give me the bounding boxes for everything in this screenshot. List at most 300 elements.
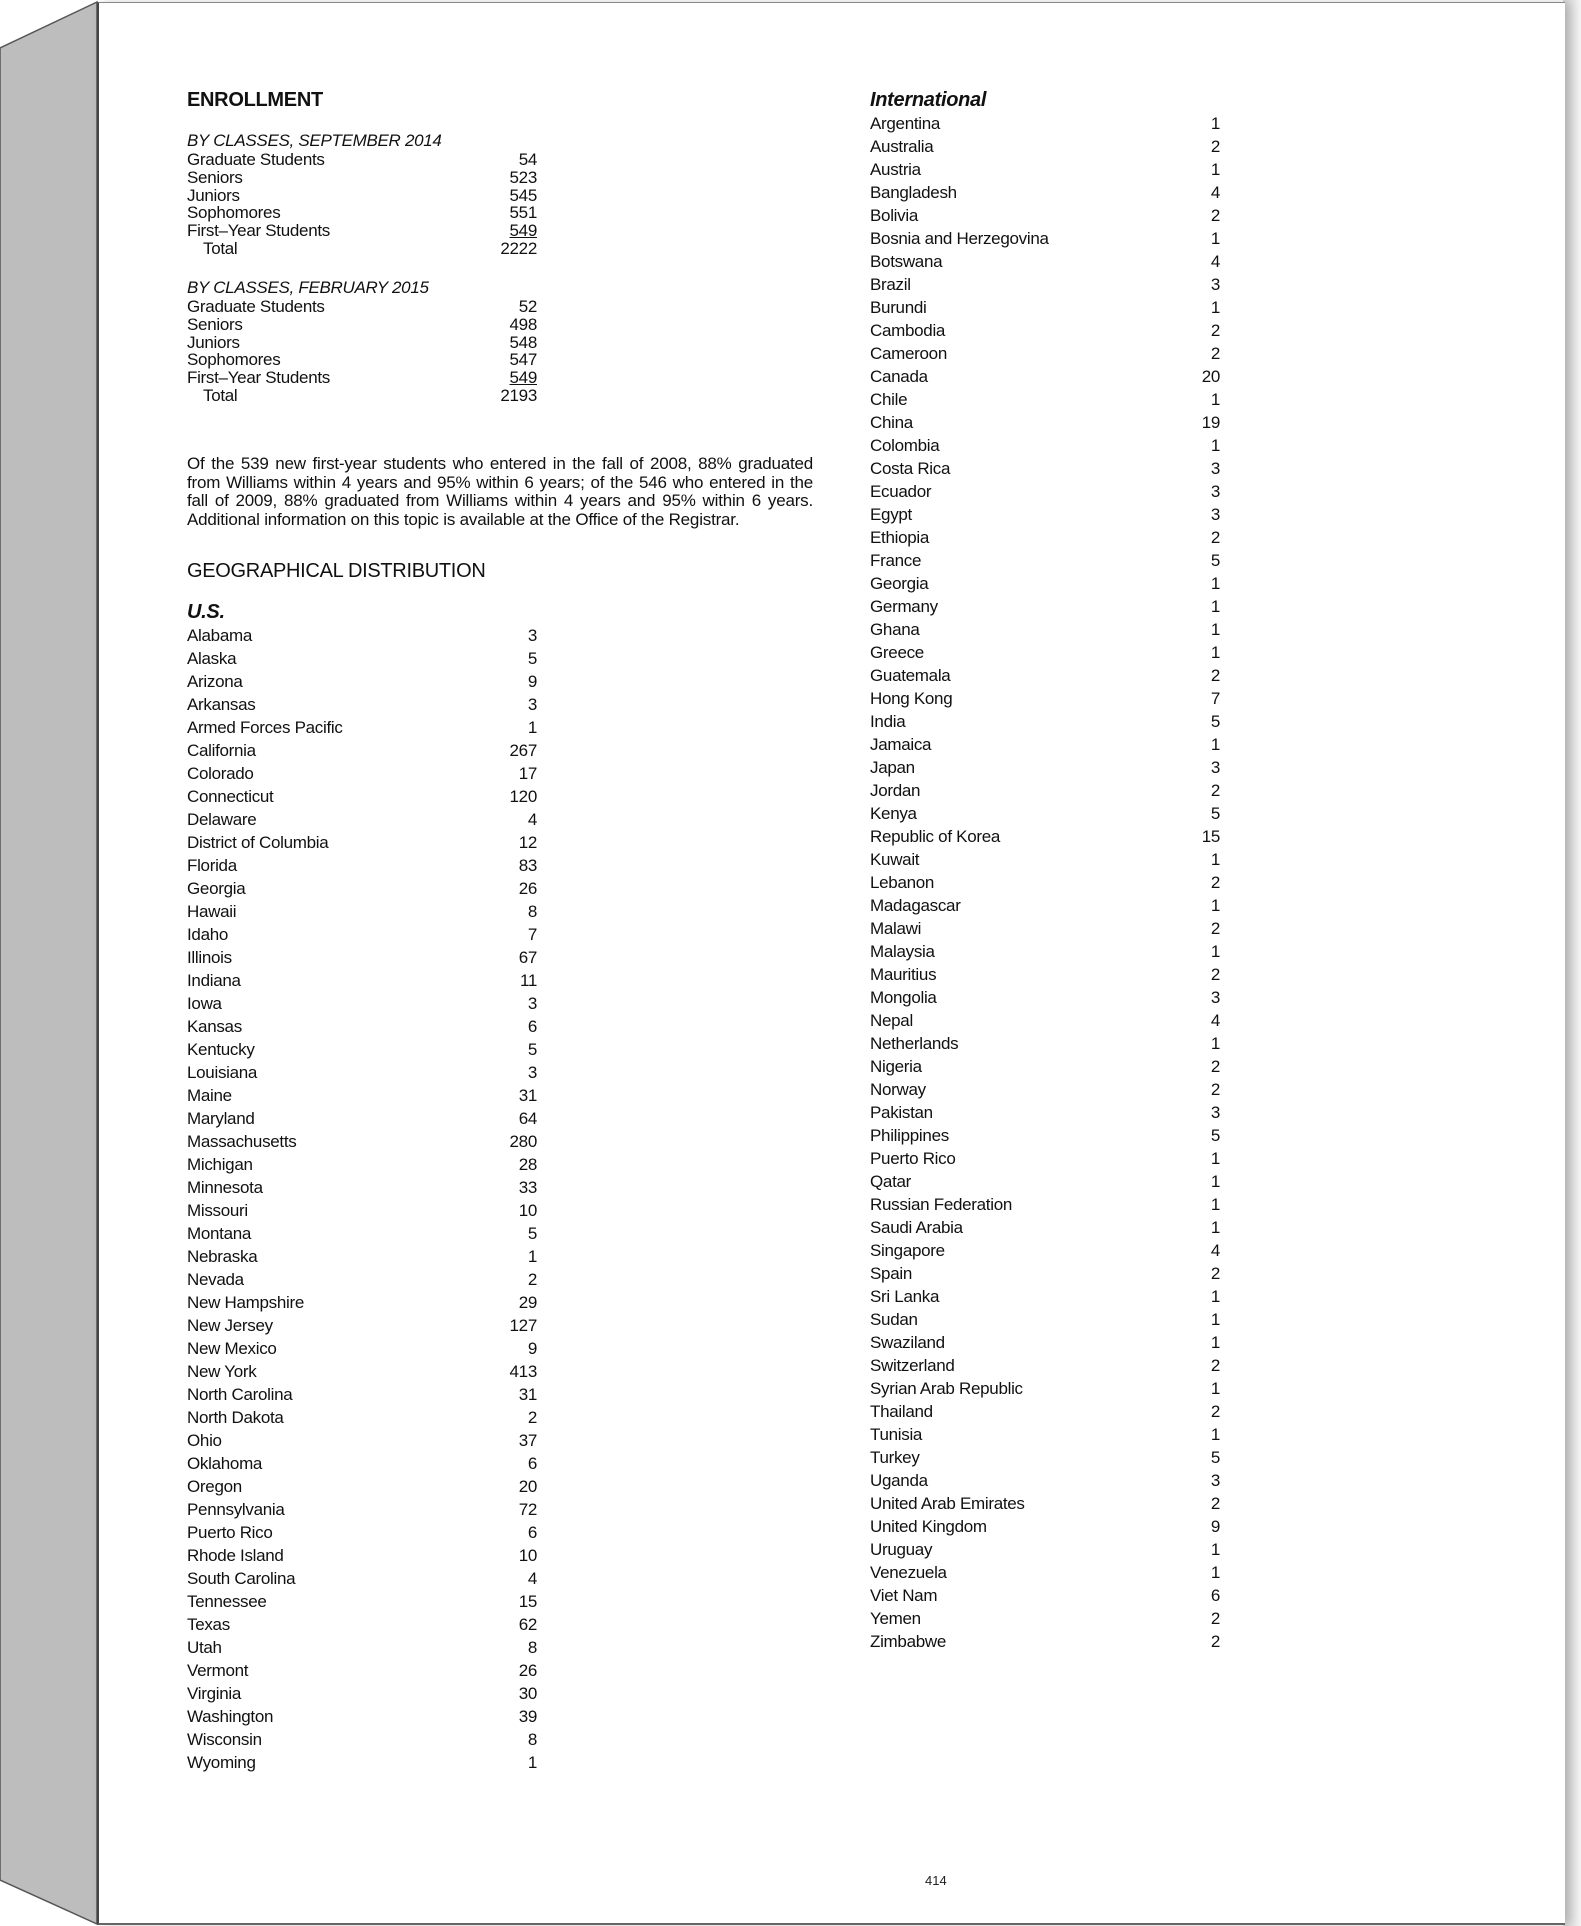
- row-label: United Arab Emirates: [870, 1494, 1025, 1513]
- row-value: 4: [1210, 252, 1220, 271]
- row-value: 10: [518, 1546, 537, 1565]
- graduation-paragraph: Of the 539 new first-year students who entered in the fall of 2008, 88% graduated from Williams within 4 years and 95% within 6 years; of the 546 who entered in the fall of 2009, 88% graduated from Williams within 4 years and 95% within 6 years. Additional information on this topic is available at the Office of the Registrar.: [187, 454, 813, 529]
- row-value: 9: [527, 1339, 537, 1358]
- country-row: [870, 825, 1220, 848]
- row-label: New Hampshire: [187, 1293, 305, 1312]
- row-value: 2: [1210, 1080, 1220, 1099]
- row-label: Costa Rica: [870, 459, 951, 478]
- row-label: Thailand: [870, 1402, 933, 1421]
- row-value: 2: [1210, 666, 1220, 685]
- row-label: Canada: [870, 367, 928, 386]
- row-label: Graduate Students: [187, 150, 325, 169]
- state-row: [187, 1383, 537, 1406]
- row-value: 1: [1210, 1287, 1220, 1306]
- state-row: [187, 1636, 537, 1659]
- class-row: [187, 151, 537, 169]
- row-value: 267: [509, 741, 537, 760]
- row-label: Louisiana: [187, 1063, 258, 1082]
- row-label: Lebanon: [870, 873, 935, 892]
- row-value: 64: [518, 1109, 537, 1128]
- row-label: Puerto Rico: [870, 1149, 956, 1168]
- row-label: First–Year Students: [187, 368, 330, 388]
- row-value: 26: [518, 1661, 537, 1680]
- class-total-row: [187, 387, 537, 405]
- international-distribution: [870, 89, 1220, 1653]
- state-row: [187, 1061, 537, 1084]
- row-value: 2: [1210, 344, 1220, 363]
- row-value: 67: [518, 948, 537, 967]
- row-label: Cambodia: [870, 321, 946, 340]
- row-label: Qatar: [870, 1172, 912, 1191]
- row-label: Wyoming: [187, 1753, 256, 1772]
- row-label: Mongolia: [870, 988, 937, 1007]
- row-value: 549: [509, 221, 537, 241]
- country-row: [870, 135, 1220, 158]
- row-label: Kuwait: [870, 850, 920, 869]
- country-row: [870, 1170, 1220, 1193]
- row-value: 8: [527, 902, 537, 921]
- country-row: [870, 158, 1220, 181]
- row-label: Sophomores: [187, 203, 281, 223]
- row-label: Georgia: [187, 879, 246, 898]
- row-label: Spain: [870, 1264, 912, 1283]
- row-label: Florida: [187, 856, 237, 875]
- country-row: [870, 940, 1220, 963]
- country-row: [870, 549, 1220, 572]
- classes-february-block: [187, 278, 537, 405]
- row-label: Mauritius: [870, 965, 937, 984]
- row-label: Chile: [870, 390, 908, 409]
- row-value: 2: [1210, 137, 1220, 156]
- row-label: Austria: [870, 160, 921, 179]
- classes-february-table: [187, 298, 537, 405]
- row-label: Arkansas: [187, 695, 256, 714]
- row-label: Utah: [187, 1638, 222, 1657]
- row-value: 1: [1210, 1149, 1220, 1168]
- row-label: Juniors: [187, 332, 240, 352]
- country-row: [870, 687, 1220, 710]
- row-label: Puerto Rico: [187, 1523, 273, 1542]
- row-value: 10: [518, 1201, 537, 1220]
- country-row: [870, 894, 1220, 917]
- row-value: 549: [509, 368, 537, 388]
- row-label: Hawaii: [187, 902, 237, 921]
- row-label: India: [870, 712, 906, 731]
- row-value: 4: [527, 1569, 537, 1588]
- state-row: [187, 1268, 537, 1291]
- row-label: Guatemala: [870, 666, 951, 685]
- row-label: Russian Federation: [870, 1195, 1013, 1214]
- row-label: Philippines: [870, 1126, 949, 1145]
- row-value: 8: [527, 1638, 537, 1657]
- row-value: 3: [1210, 505, 1220, 524]
- row-label: Malawi: [870, 919, 922, 938]
- row-value: 2: [1210, 1402, 1220, 1421]
- state-row: [187, 693, 537, 716]
- country-row: [870, 365, 1220, 388]
- class-row: [187, 169, 537, 187]
- us-distribution: [187, 600, 537, 1774]
- country-row: [870, 273, 1220, 296]
- row-value: 523: [509, 167, 537, 187]
- country-row: [870, 572, 1220, 595]
- row-value: 9: [1210, 1517, 1220, 1536]
- country-row: [870, 526, 1220, 549]
- row-value: 6: [1210, 1586, 1220, 1605]
- state-row: [187, 1751, 537, 1774]
- country-row: [870, 1377, 1220, 1400]
- country-row: [870, 1607, 1220, 1630]
- row-value: 545: [509, 185, 537, 205]
- row-label: New York: [187, 1362, 257, 1381]
- state-row: [187, 946, 537, 969]
- row-label: Pennsylvania: [187, 1500, 285, 1519]
- row-value: 6: [527, 1017, 537, 1036]
- country-row: [870, 250, 1220, 273]
- page-number: 414: [925, 1873, 947, 1888]
- row-label: Delaware: [187, 810, 257, 829]
- country-row: [870, 664, 1220, 687]
- country-row: [870, 1009, 1220, 1032]
- row-value: 1: [1210, 597, 1220, 616]
- row-value: 1: [1210, 229, 1220, 248]
- row-value: 4: [1210, 1011, 1220, 1030]
- row-label: Australia: [870, 137, 934, 156]
- row-label: New Jersey: [187, 1316, 273, 1335]
- row-label: Argentina: [870, 114, 941, 133]
- row-value: 1: [1210, 1540, 1220, 1559]
- state-row: [187, 762, 537, 785]
- row-label: China: [870, 413, 913, 432]
- row-value: 5: [527, 649, 537, 668]
- country-row: [870, 1262, 1220, 1285]
- state-row: [187, 739, 537, 762]
- row-label: Oregon: [187, 1477, 242, 1496]
- state-row: [187, 1199, 537, 1222]
- row-value: 1: [1210, 1195, 1220, 1214]
- row-value: 1: [1210, 114, 1220, 133]
- row-label: Syrian Arab Republic: [870, 1379, 1023, 1398]
- row-value: 9: [527, 672, 537, 691]
- row-value: 1: [1210, 896, 1220, 915]
- country-row: [870, 1216, 1220, 1239]
- row-label: Kansas: [187, 1017, 242, 1036]
- row-label: Bolivia: [870, 206, 918, 225]
- row-value: 1: [1210, 1034, 1220, 1053]
- country-row: [870, 595, 1220, 618]
- row-label: Kentucky: [187, 1040, 255, 1059]
- row-value: 1: [1210, 1310, 1220, 1329]
- row-value: 1: [527, 1753, 537, 1772]
- country-row: [870, 1147, 1220, 1170]
- state-row: [187, 1337, 537, 1360]
- state-row: [187, 808, 537, 831]
- row-value: 6: [527, 1523, 537, 1542]
- state-row: [187, 1590, 537, 1613]
- row-value: 29: [518, 1293, 537, 1312]
- state-row: [187, 1245, 537, 1268]
- class-row: [187, 187, 537, 205]
- row-label: Indiana: [187, 971, 241, 990]
- row-label: Malaysia: [870, 942, 935, 961]
- state-row: [187, 900, 537, 923]
- state-row: [187, 854, 537, 877]
- row-value: 2: [527, 1408, 537, 1427]
- row-value: 3: [527, 626, 537, 645]
- country-row: [870, 1032, 1220, 1055]
- state-row: [187, 1360, 537, 1383]
- international-heading: International: [870, 89, 987, 111]
- row-label: Turkey: [870, 1448, 920, 1467]
- row-label: District of Columbia: [187, 833, 329, 852]
- row-label: Sophomores: [187, 350, 281, 370]
- row-label: Sri Lanka: [870, 1287, 940, 1306]
- country-row: [870, 1446, 1220, 1469]
- state-row: [187, 1153, 537, 1176]
- country-row: [870, 779, 1220, 802]
- row-value: 2: [1210, 1057, 1220, 1076]
- row-value: 20: [518, 1477, 537, 1496]
- country-row: [870, 296, 1220, 319]
- row-label: Washington: [187, 1707, 274, 1726]
- geographical-distribution-title: GEOGRAPHICAL DISTRIBUTION: [187, 560, 486, 582]
- row-label: Burundi: [870, 298, 927, 317]
- row-value: 39: [518, 1707, 537, 1726]
- row-value: 1: [1210, 298, 1220, 317]
- row-label: Cameroon: [870, 344, 947, 363]
- row-value: 3: [1210, 1471, 1220, 1490]
- row-label: Total: [203, 385, 238, 405]
- row-value: 2: [1210, 1494, 1220, 1513]
- class-row: [187, 204, 537, 222]
- country-row: [870, 434, 1220, 457]
- row-value: 1: [527, 718, 537, 737]
- row-value: 551: [509, 203, 537, 223]
- country-row: [870, 618, 1220, 641]
- row-label: Swaziland: [870, 1333, 945, 1352]
- country-row: [870, 871, 1220, 894]
- row-label: Zimbabwe: [870, 1632, 947, 1651]
- row-value: 1: [1210, 850, 1220, 869]
- country-row: [870, 1331, 1220, 1354]
- row-label: North Dakota: [187, 1408, 284, 1427]
- row-label: Pakistan: [870, 1103, 933, 1122]
- row-label: Graduate Students: [187, 297, 325, 316]
- row-value: 72: [518, 1500, 537, 1519]
- row-label: Bangladesh: [870, 183, 957, 202]
- row-value: 12: [518, 833, 537, 852]
- row-value: 37: [518, 1431, 537, 1450]
- row-value: 2: [527, 1270, 537, 1289]
- country-row: [870, 1584, 1220, 1607]
- row-label: Kenya: [870, 804, 917, 823]
- classes-september-heading: BY CLASSES, SEPTEMBER 2014: [187, 131, 442, 150]
- row-label: Uruguay: [870, 1540, 933, 1559]
- row-value: 1: [1210, 390, 1220, 409]
- row-value: 1: [1210, 436, 1220, 455]
- country-row: [870, 1239, 1220, 1262]
- country-row: [870, 1400, 1220, 1423]
- row-value: 52: [518, 297, 537, 316]
- country-row: [870, 710, 1220, 733]
- class-total-row: [187, 240, 537, 258]
- row-value: 5: [527, 1224, 537, 1243]
- row-label: Bosnia and Herzegovina: [870, 229, 1049, 248]
- row-label: Ecuador: [870, 482, 932, 501]
- row-label: Connecticut: [187, 787, 274, 806]
- row-label: Brazil: [870, 275, 911, 294]
- row-value: 8: [527, 1730, 537, 1749]
- row-value: 5: [1210, 712, 1220, 731]
- row-value: 33: [518, 1178, 537, 1197]
- row-value: 2: [1210, 919, 1220, 938]
- row-label: Nigeria: [870, 1057, 922, 1076]
- enrollment-section: [187, 89, 537, 112]
- row-label: South Carolina: [187, 1569, 296, 1588]
- row-label: Uganda: [870, 1471, 928, 1490]
- row-label: Egypt: [870, 505, 912, 524]
- state-row: [187, 1406, 537, 1429]
- row-value: 1: [1210, 1425, 1220, 1444]
- row-label: United Kingdom: [870, 1517, 987, 1536]
- row-value: 31: [518, 1086, 537, 1105]
- row-label: Montana: [187, 1224, 252, 1243]
- row-label: Tennessee: [187, 1592, 267, 1611]
- row-label: Ghana: [870, 620, 920, 639]
- state-row: [187, 647, 537, 670]
- country-row: [870, 1124, 1220, 1147]
- enrollment-title: ENROLLMENT: [187, 89, 323, 111]
- row-value: 3: [1210, 758, 1220, 777]
- row-value: 6: [527, 1454, 537, 1473]
- country-row: [870, 342, 1220, 365]
- row-label: Japan: [870, 758, 915, 777]
- row-label: Wisconsin: [187, 1730, 262, 1749]
- country-row: [870, 1308, 1220, 1331]
- row-value: 280: [509, 1132, 537, 1151]
- row-value: 2: [1210, 1356, 1220, 1375]
- row-label: Tunisia: [870, 1425, 923, 1444]
- class-row: [187, 351, 537, 369]
- row-label: Netherlands: [870, 1034, 959, 1053]
- row-label: Illinois: [187, 948, 232, 967]
- row-label: Nebraska: [187, 1247, 258, 1266]
- row-label: California: [187, 741, 256, 760]
- state-row: [187, 1498, 537, 1521]
- state-row: [187, 1314, 537, 1337]
- row-label: Switzerland: [870, 1356, 955, 1375]
- country-row: [870, 756, 1220, 779]
- country-row: [870, 181, 1220, 204]
- row-label: Oklahoma: [187, 1454, 263, 1473]
- state-row: [187, 1222, 537, 1245]
- row-label: Alaska: [187, 649, 237, 668]
- country-row: [870, 802, 1220, 825]
- row-label: Armed Forces Pacific: [187, 718, 343, 737]
- document-page: [97, 2, 1565, 1925]
- row-label: Arizona: [187, 672, 243, 691]
- row-value: 1: [1210, 735, 1220, 754]
- row-value: 1: [1210, 574, 1220, 593]
- row-label: Juniors: [187, 185, 240, 205]
- classes-february-heading: BY CLASSES, FEBRUARY 2015: [187, 278, 429, 297]
- row-value: 1: [1210, 1379, 1220, 1398]
- state-row: [187, 1521, 537, 1544]
- row-label: Republic of Korea: [870, 827, 1001, 846]
- row-value: 3: [527, 994, 537, 1013]
- row-value: 28: [518, 1155, 537, 1174]
- row-value: 1: [1210, 160, 1220, 179]
- row-label: Minnesota: [187, 1178, 263, 1197]
- geo-title-block: [187, 560, 637, 583]
- state-row: [187, 670, 537, 693]
- country-row: [870, 319, 1220, 342]
- row-value: 1: [1210, 942, 1220, 961]
- state-row: [187, 1475, 537, 1498]
- country-row: [870, 917, 1220, 940]
- row-value: 3: [1210, 1103, 1220, 1122]
- row-label: First–Year Students: [187, 221, 330, 241]
- state-row: [187, 1544, 537, 1567]
- row-label: Vermont: [187, 1661, 249, 1680]
- state-row: [187, 1015, 537, 1038]
- country-row: [870, 388, 1220, 411]
- row-label: Jordan: [870, 781, 921, 800]
- country-row: [870, 963, 1220, 986]
- country-row: [870, 457, 1220, 480]
- state-row: [187, 1429, 537, 1452]
- row-value: 3: [1210, 459, 1220, 478]
- classes-september-table: [187, 151, 537, 258]
- row-value: 54: [518, 150, 537, 169]
- country-row: [870, 227, 1220, 250]
- country-row: [870, 411, 1220, 434]
- row-value: 15: [1201, 827, 1220, 846]
- state-row: [187, 1659, 537, 1682]
- row-label: Norway: [870, 1080, 926, 1099]
- country-row: [870, 1354, 1220, 1377]
- row-label: Massachusetts: [187, 1132, 297, 1151]
- state-row: [187, 877, 537, 900]
- row-label: Viet Nam: [870, 1586, 938, 1605]
- row-value: 2: [1210, 321, 1220, 340]
- row-label: Yemen: [870, 1609, 921, 1628]
- row-label: Germany: [870, 597, 938, 616]
- row-value: 1: [1210, 643, 1220, 662]
- class-row: [187, 334, 537, 352]
- country-row: [870, 204, 1220, 227]
- state-row: [187, 1682, 537, 1705]
- country-row: [870, 1101, 1220, 1124]
- state-row: [187, 1452, 537, 1475]
- state-row: [187, 831, 537, 854]
- row-label: North Carolina: [187, 1385, 293, 1404]
- row-value: 62: [518, 1615, 537, 1634]
- row-value: 5: [1210, 1126, 1220, 1145]
- state-row: [187, 1084, 537, 1107]
- state-row: [187, 1705, 537, 1728]
- state-row: [187, 716, 537, 739]
- row-value: 2: [1210, 528, 1220, 547]
- row-value: 7: [527, 925, 537, 944]
- row-label: Sudan: [870, 1310, 918, 1329]
- state-row: [187, 1176, 537, 1199]
- row-label: France: [870, 551, 922, 570]
- country-row: [870, 1423, 1220, 1446]
- state-row: [187, 969, 537, 992]
- row-value: 5: [1210, 804, 1220, 823]
- country-row: [870, 1469, 1220, 1492]
